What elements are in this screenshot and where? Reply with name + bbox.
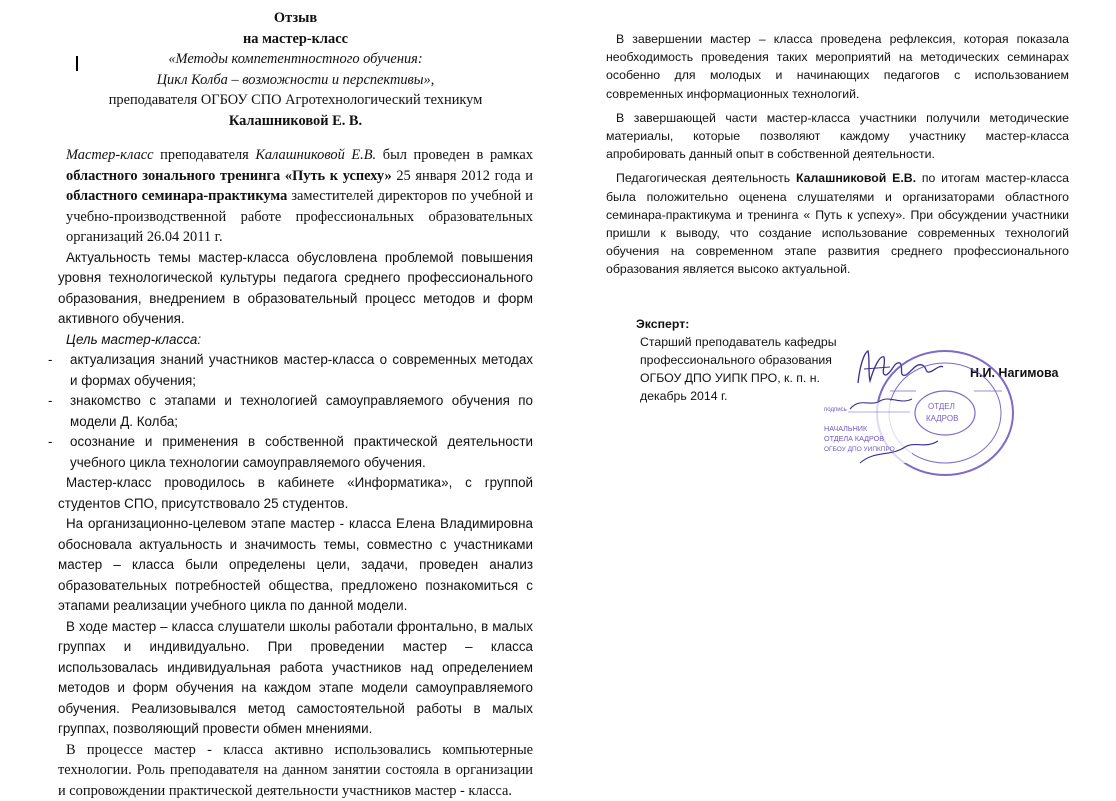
topic-line-2: Цикл Колба – возможности и перспективы»,	[58, 70, 533, 91]
evaluation-teacher-name: Калашниковой Е.В.	[796, 171, 916, 185]
paragraph-work-forms: В ходе мастер – класса слушатели школы работали фронтально, в малых группах и индивидуально. При проведении мастер – класса использовалась индивидуальная работа участников над определением методов и форм обучения на каждом этапе модели самоуправляемого обучения. Реализовывался метод самостоятельной работы в малых группах, позволяющий провести обмен мнениями.	[58, 617, 533, 740]
goal-item: - знакомство с этапами и технологией самоуправляемого обучения по модели Д. Колба;	[58, 391, 533, 432]
review-header	[58, 8, 533, 131]
intro-teacher-name: Калашниковой Е.В.	[255, 147, 376, 163]
expert-label: Эксперт:	[636, 315, 856, 333]
goal-title: Цель мастер-класса:	[66, 330, 533, 351]
paragraph-intro	[58, 145, 533, 248]
intro-teacher-text: преподавателя	[154, 147, 256, 163]
review-title: Отзыв	[58, 8, 533, 29]
stamp-plate-line-2: ОТДЕЛА КАДРОВ	[824, 434, 884, 443]
paragraph-materials: В завершающей части мастер-класса участники получили методические материалы, которые позволяют каждому участнику мастер-класса апробировать данный опыт в собственной деятельности.	[606, 109, 1069, 164]
paragraph-computer-tech: В процессе мастер - класса активно использовались компьютерные технологии. Роль преподавателя на данном занятии состояла в организации и сопровождении практической деятельности участников мастер - класса.	[58, 740, 533, 801]
intro-date-text: 25 января 2012 года и	[392, 168, 533, 184]
goal-item: - актуализация знаний участников мастер-класса о современных методах и формах обучения;	[58, 350, 533, 391]
expert-date: декабрь 2014 г.	[636, 387, 856, 405]
expert-name: Н.И. Нагимова	[970, 366, 1059, 380]
paragraph-location: Мастер-класс проводилось в кабинете «Информатика», с группой студентов СПО, присутствовало 25 студентов.	[58, 473, 533, 514]
paragraph-organizational-stage: На организационно-целевом этапе мастер - класса Елена Владимировна обосновала актуальность и значимость темы, совместно с участниками мастер – класса были определены цели, задачи, проведен анализ образовательных потребностей общества, предложено познакомиться с этапами реализации учебного цикла по данной модели.	[58, 514, 533, 617]
intro-held-text: был проведен в рамках	[376, 147, 533, 163]
review-right-column	[606, 30, 1069, 285]
review-subtitle: на мастер-класс	[58, 29, 533, 50]
stamp-inner-line-2: КАДРОВ	[926, 414, 958, 423]
paragraph-evaluation: Педагогическая деятельность Калашниковой Е.В. по итогам мастер-класса была положительно оценена слушателями и организаторами областного семинара-практикума и тренинга « Путь к успеху». При обсуждении участники пришли к выводу, что создание использование современных технологий обучения на современном этапе развития среднего профессионального образования является высоко актуальной.	[606, 169, 1069, 278]
paragraph-reflection: В завершении мастер – класса проведена рефлексия, которая показала необходимость проведения таких мероприятий на методических семинарах особенно для молодых и начинающих педагогов с использованием современных информационных технологий.	[606, 30, 1069, 103]
paragraph-relevance: Актуальность темы мастер-класса обусловлена проблемой повышения уровня технологической культуры педагога среднего профессионального образования, внедрением в образовательный процесс методов и форм активного обучения.	[58, 248, 533, 330]
stamp-plate-line-1: НАЧАЛЬНИК	[824, 424, 868, 433]
intro-training-name: областного зонального тренинга «Путь к успеху»	[66, 168, 392, 184]
stamp-plate-line-3: ОГБОУ ДПО УИПКПРО	[824, 446, 895, 453]
teacher-line: преподавателя ОГБОУ СПО Агротехнологический техникум	[58, 90, 533, 111]
goal-dash: -	[48, 391, 52, 412]
official-stamp	[820, 345, 1030, 495]
goal-dash: -	[48, 432, 52, 453]
expert-department: профессионального образования	[636, 351, 856, 369]
topic-line-1: «Методы компетентностного обучения:	[58, 49, 533, 70]
review-left-column	[58, 8, 533, 801]
intro-seminar-name: областного семинара-практикума	[66, 188, 287, 204]
goal-item: - осознание и применения в собственной практической деятельности учебного цикла технологии самоуправляемого обучения.	[58, 432, 533, 473]
text-cursor-mark	[76, 56, 78, 71]
goal-dash: -	[48, 350, 52, 371]
teacher-name: Калашниковой Е. В.	[58, 111, 533, 132]
stamp-sign-label: подпись	[824, 407, 847, 413]
intro-master-class: Мастер-класс	[66, 147, 154, 163]
goal-list	[58, 350, 533, 473]
intro-rest-text: заместителей директоров по учебной и учебно-производственной работе профессиональных образовательных организаций 26.04 2011 г.	[66, 188, 533, 245]
expert-position: Старший преподаватель кафедры	[636, 333, 856, 351]
expert-institution: ОГБОУ ДПО УИПК ПРО, к. п. н.	[636, 369, 856, 387]
stamp-inner-line-1: ОТДЕЛ	[928, 402, 955, 411]
